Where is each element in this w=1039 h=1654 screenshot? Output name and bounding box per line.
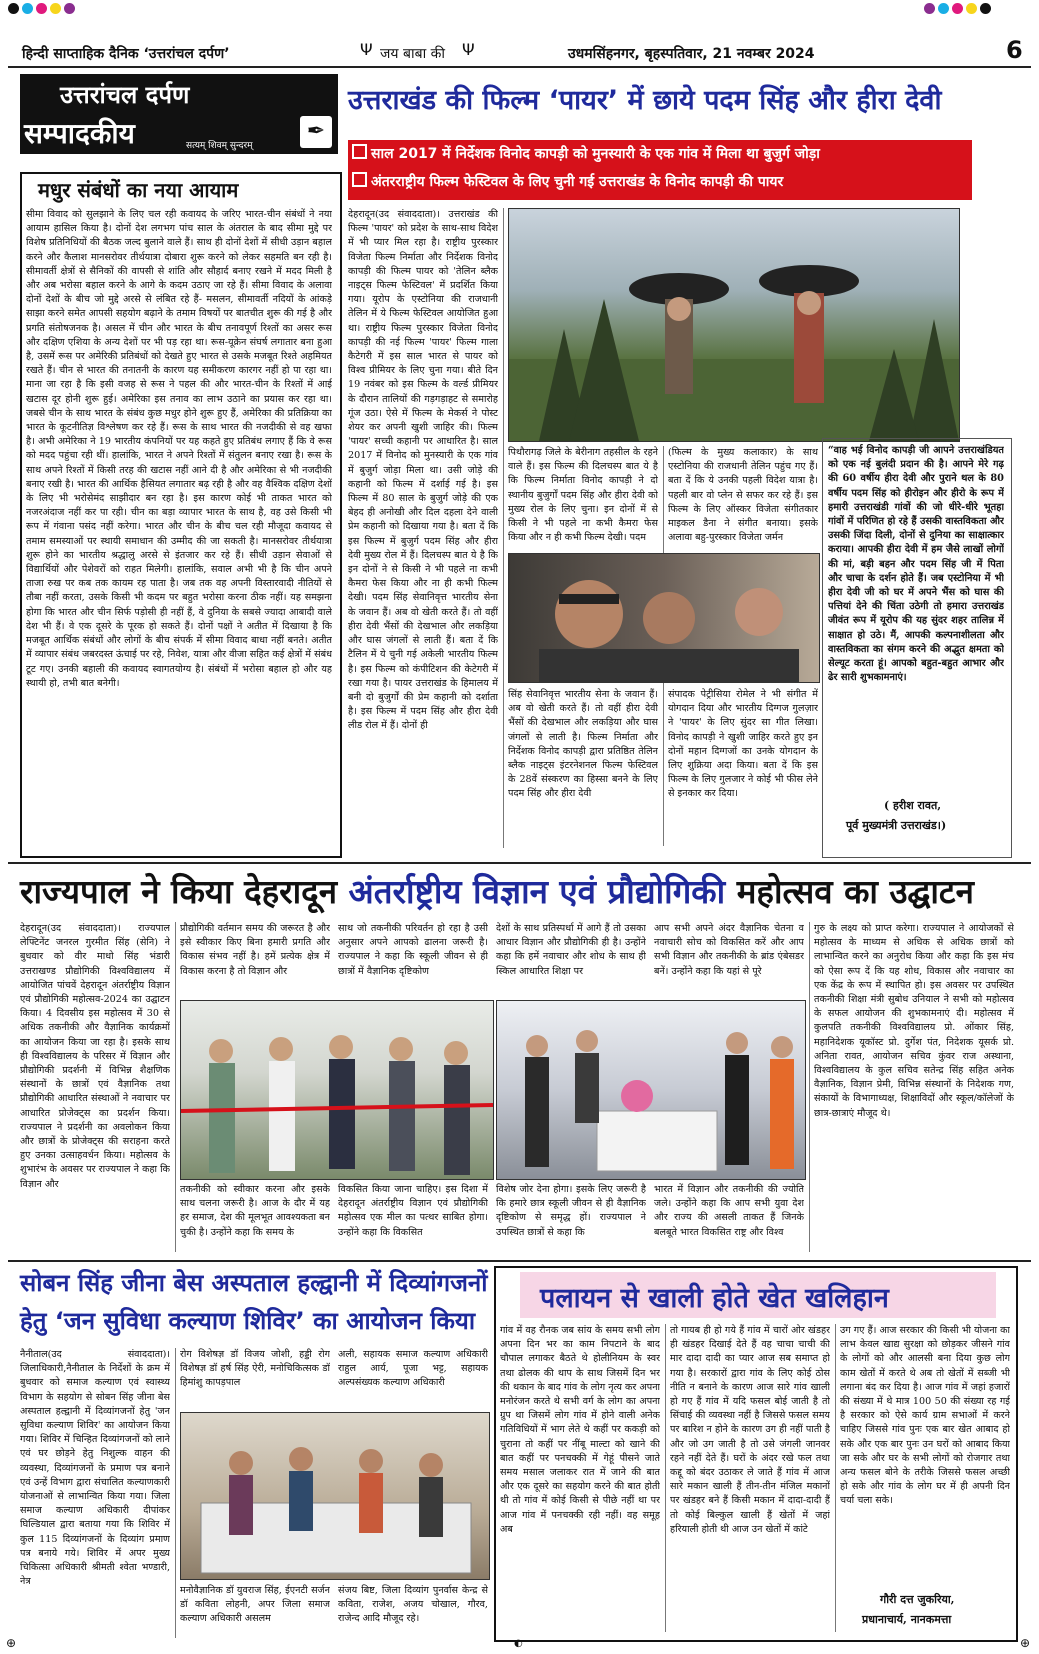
masthead-rule (8, 66, 1031, 68)
story3-col2b: मनोवैज्ञानिक डॉ युवराज सिंह, ईएनटी सर्जन डॉ कविता लोहनी, अपर जिला समाज कल्याण अधिकारी असलम (180, 1585, 330, 1625)
story3-col1: नैनीताल(उद संवाददाता)। जिलाधिकारी,नैनीताल के निर्देशों के क्रम में बुधवार को समाज कल्याण एवं स्वास्थ्य विभाग के सहयोग से सोबन सिंह जीना बेस अस्पताल हल्द्वानी में दिव्यांगजनों हेतु 'जन सुविधा कल्याण शिविर' का आयोजन किया गया। शिविर में चिन्हित दिव्यांगजनों को लाने एवं घर छोड़ने हेतु निशुल्क वाहन की व्यवस्था, दिव्यांगजनों के प्रमाण पत्र बनाने एवं उन्हें विभाग द्वारा संचालित कल्याणकारी योजनाओं से लाभान्वित किया गया। जिला समाज कल्याण अधिकारी दीपांकर घिल्डियाल द्वारा बताया गया कि शिविर में कुल 115 दिव्यांगजनों के दिव्यांग प्रमाण पत्र बनाये गये। शिविर में अपर मुख्य चिकित्सा अधिकारी श्रीमती श्वेता भण्डारी, नेत्र (20, 1349, 170, 1588)
quill-icon: ✒ (300, 116, 332, 148)
exhibition-illustration (497, 1001, 805, 1179)
masthead-date: उधमसिंहनगर, बृहस्पतिवार, 21 नवम्बर 2024 (568, 46, 815, 62)
story2-col3: साथ जो तकनीकी परिवर्तन हो रहा है उसी अनुसार अपने आपको ढालना जरूरी है। राज्यपाल ने कहा कि स्कूली जीवन से ही छात्रों में वैज्ञानिक दृष्टिकोण (338, 923, 488, 977)
story4-author-role: प्रधानाचार्य, नानकमत्ता (862, 1613, 952, 1626)
story1-quote: “वाह भई विनोद कापड़ी जी आपने उत्तराखंडियत को एक नई बुलंदी प्रदान की है। आपने मेरे गढ़ की 60 वर्षीय हीरा देवी और पुराने थल के 80 वर्षीय पदम सिंह को हीरोइन और हीरो के रूप में हमारी उत्तराखंडी गांवों की जो धीरे-धीरे भूतहा गांवों में परिणित हो रहे हैं उसकी वास्तविकता और उसकी जिंदा दिली, दोनों से दुनिया का साक्षात्कार कराया। आपकी हीरा देवी में हम जैसे लाखों लोगों की मां, बड़ी बहन और पदम सिंह जी में पिता और चाचा के दर्शन होते हैं। जब एस्टोनिया में भी हीरा देवी जी को घर में अपने भैंस को घास की पत्तियां देने की चिंता उठेगी तो हमारा उत्तराखंड जीवंत रूप में यूरोप की यह सुंदर शहर तालिन्न में साक्षात हो उठे। मैं, आपकी कल्पनाशीलता और वास्तविकता का संगम करने की अद्भुत क्षमता को सेल्यूट करता हूं। आपको बहुत-बहुत आभार और ढेर सारी शुभकामनाएं। (828, 445, 1004, 684)
story1-col3b: संपादक पेट्रीसिया रोमेल ने भी संगीत में योगदान दिया और भारतीय दिग्गज गुलज़ार ने 'पायर' के लिए सुंदर सा गीत लिखा। विनोद कापड़ी ने खुशी जाहिर करते हुए इन दोनों महान दिग्गजों का उनके योगदान के लिए शुक्रिया अदा किया। बता दें कि इस फिल्म के लिए गुलजार ने कोई भी फीस लेने से इनकार कर दिया। (668, 689, 818, 800)
story3-headline-line2: हेतु ‘जन सुविधा कल्याण शिविर’ का आयोजन किया (20, 1307, 476, 1335)
film-still-illustration (509, 209, 959, 441)
trident-icon: Ψ (360, 40, 373, 59)
story4-author: गौरी दत्त जुकरिया, (880, 1593, 955, 1606)
column-rule (175, 922, 176, 1252)
story2-col2b: तकनीकी को स्वीकार करना और इसके साथ चलना जरूरी है। आज के दौर में यह हर समाज, देश की मूलभूत आवश्यकता बन चुकी है। उन्होंने कहा कि समय के (180, 1184, 330, 1238)
story1-sub1: साल 2017 में निर्देशक विनोद कापड़ी को मुनस्यारी के एक गांव में मिला था बुजुर्ग जोड़ा (352, 144, 820, 163)
story2-headline: राज्यपाल ने किया देहरादून अंतर्राष्ट्रीय विज्ञान एवं प्रौद्योगिकी महोत्सव का उद्घाटन (20, 872, 974, 911)
editorial-headline: मधुर संबंधों का नया आयाम (38, 178, 239, 202)
story1-quote-role: पूर्व मुख्यमंत्री उत्तराखंड।) (846, 819, 947, 832)
story1-col3: (फिल्म के मुख्य कलाकार) के साथ एस्टोनिया की राजधानी तेलिन पहुंच गए हैं। बता दें कि ये उनकी पहली विदेश यात्रा है। पहली बार वो प्लेन से सफर कर रहे हैं। इस फिल्म के लिए ऑस्कर विजेता संगीतकार माइकल डैना ने संगीत बनाया। इसके अलावा बहु-पुरस्कार विजेता जर्मन (668, 447, 818, 544)
story4-headline: पलायन से खाली होते खेत खलिहान (540, 1283, 889, 1314)
ribbon-cutting-illustration (181, 1001, 493, 1179)
editorial-motto: सत्यम् शिवम् सुन्दरम् (186, 141, 253, 151)
trident-icon: Ψ (462, 40, 475, 59)
story1-headline: उत्तराखंड की फिल्म ‘पायर’ में छाये पदम सिंह और हीरा देवी (348, 85, 942, 116)
story1-col2: पिथौरागढ़ जिले के बेरीनाग तहसील के रहने वाले हैं। इस फिल्म की दिलचस्प बात ये है कि फिल्म निर्माता विनोद कापड़ी ने दो स्थानीय बुजुर्गों पदम सिंह और हीरा देवी को मुख्य रोल के लिए चुना। इन दोनों में से किसी ने भी पहले ना कभी कैमरा फेस किया और न ही कभी फिल्म देखी। पदम (508, 447, 658, 544)
checkbox-icon (352, 144, 367, 159)
story1-quote-author: ( हरीश रावत, (884, 799, 942, 812)
story3-headline-line1: सोबन सिंह जीना बेस अस्पताल हल्द्वानी में दिव्यांगजनों (20, 1269, 488, 1297)
masthead-center: जय बाबा की (380, 46, 446, 62)
section-rule (8, 1260, 1031, 1262)
editorial-body: सीमा विवाद को सुलझाने के लिए चल रही कवायद के जरिए भारत-चीन संबंधों ने नया आयाम हासिल किया है। दोनों देश लगभग पांच साल के अंतराल के बाद सीमा मुद्दे पर विशेष प्रतिनिधियों की बैठक जल्द बुलाने वाले हैं। साथ ही दोनों देशों में सीधी उड़ान बहाल करने और कैलाश मानसरोवर तीर्थयात्रा दोबारा शुरू करने को लेकर सहमति बन रही है। सीमावर्ती क्षेत्रों से सैनिकों की वापसी से शांति और सौहार्द बनाए रखने में मदद मिली है और अब भरोसा बहाल करने के आगे के कदम उठाए जा रहे हैं। सीमा विवाद के अलावा दोनों देशों के बीच जो मुद्दे अरसे से लंबित रहे हैं- मसलन, सीमावर्ती नदियों के आंकड़े साझा करने समेत आपसी सहयोग बढ़ाने के तमाम विषयों पर बातचीत शुरू की गई है और प्रगति संतोषजनक है। असल में चीन और भारत के बीच तनावपूर्ण रिश्तों का असर रूस और दक्षिण एशिया के अन्य देशों पर भी पड़ रहा था। रूस-यूक्रेन संघर्ष लगातार बना हुआ है, उसमें रूस पर अमेरिकी प्रतिबंधों को देखते हुए भारत से उसके मजबूत रिश्ते अहमियत रखते हैं। चीन से भारत की तनातनी के कारण यह समीकरण कारगर नहीं हो पा रहा था। माना जा रहा है कि इसी वजह से रूस ने पहल की और भारत-चीन के रिश्तों में आई खटास दूर होनी शुरू हुई। अमेरिका इस तनाव का लाभ उठाने का प्रयास कर रहा था। जबसे चीन के साथ भारत के संबंध कुछ मधुर होने शुरू हुए हैं, अमेरिका की प्रतिक्रिया का भारत के कूटनीतिज्ञ विश्लेषण कर रहे हैं। रूस के साथ भारत की नजदीकी से वह खफा है। अभी अमेरिका ने 19 भारतीय कंपनियों पर यह कहते हुए प्रतिबंध लगाए हैं कि वे रूस को मदद पहुंचा रही थीं। हालांकि, भारत ने अपने रिश्तों में संतुलन बनाए रखा है। रूस के साथ अपने रिश्तों में किसी तरह की खटास नहीं आने दी है और अमेरिका से भी नजदीकी बनाए रखी है। भारत की आर्थिक हैसियत लगातार बढ़ रही है और वह वैश्विक दक्षिण देशों के लिए भी भरोसेमंद साझीदार बन रहा है। इस कारण कोई भी ताकत भारत को नजरअंदाज नहीं कर पा रही। चीन का बड़ा व्यापार भारत के साथ है, वह उसे किसी भी रूप में गंवाना पसंद नहीं करेगा। भारत और चीन के बीच चल रही मौजूदा कवायद से तमाम समस्याओं पर स्थायी समाधान की उम्मीद की जा सकती है। मानसरोवर तीर्थयात्रा शुरू होने का भारतीय श्रद्धालु अरसे से इंतजार कर रहे हैं। सीधी उड़ान सेवाओं से विद्यार्थियों और पेशेवरों को राहत मिलेगी। हालांकि, सवाल अभी भी है कि चीन अपने ताजा रुख पर कब तक कायम रह पाता है। जब तक वह अपनी विस्तारवादी नीतियों से तौबा नहीं करता, उसके किसी भी कदम पर बहुत भरोसा करना ठीक नहीं। यह समझना होगा कि भारत और चीन सिर्फ पड़ोसी ही नहीं हैं, वे दुनिया के सबसे ज्यादा आबादी वाले देश भी हैं। वे एक दूसरे के पूरक हो सकते हैं। दोनों पक्षों ने अतीत में दिखाया है कि मजबूत आर्थिक संबंधों और लोगों के बीच संपर्क में सीमा विवाद बाधा नहीं बनते। अतीत में व्यापार संबंध जबरदस्त ऊंचाई पर रहे, निवेश, यात्रा और वीजा सहित कई क्षेत्रों में संबंध टूट गए। उनकी बहाली की कवायद स्वागतयोग्य है। संबंधों में भरोसा बहाल हो और यह स्थायी हो, तभी बात बनेगी। (26, 209, 332, 689)
story3-col3: अली, सहायक समाज कल्याण अधिकारी राहुल आर्य, पूजा भट्ट, सहायक अल्पसंख्यक कल्याण अधिकारी (338, 1349, 488, 1389)
story4-col1: गांव में वह रौनक जब सांय के समय सभी लोग अपना दिन भर का काम निपटाने के बाद चौपाल लगाकर बैठते थे होलीनियम के स्वर तथा ढोलक की थाप के साथ जिसमें दिन भर की थकान के बाद गांव के लोग नृत्य कर अपना मनोरंजन करते थे सभी वर्ग के लोग का अपना ग्रुप था जिसमें लोग गांव में होने वाली अनेक गतिविधियों में भाग लेते थे कहीं पर ककड़ी को चुराना तो कहीं पर नींबू माल्टा को खाने की बात कहीं पर पनचक्की में गेहूं पीसने जाते समय मसाल जलाकर रात में जाने की बात और एक दूसरे का सहयोग करने की बात होती थी तो गांव में कोई किसी से पीछे नहीं था पर आज गांव में पनचक्की रही नहीं। वह समूह अब (500, 1325, 660, 1535)
color-registration-dots-right (924, 3, 991, 14)
story2-col5: आप सभी अपने अंदर वैज्ञानिक चेतना व नवाचारी सोच को विकसित करें और आप सभी विज्ञान और तकनीकी के ब्रांड एंबेसडर बनें। उन्होंने कहा कि यहां से पूरे (654, 923, 804, 977)
story4-col3: उग गए हैं। आज सरकार की किसी भी योजना का लाभ केवल खाद्य सुरक्षा को छोड़कर जीसने गांव के लोगों को और आलसी बना दिया कुछ लोग काम खेतों में करते थे अब तो खेतों में सब्जी भी लगाना बंद कर दिया है। आज गांव में जहां हजारों की संख्या में थे मात्र 100 50 की संख्या रह गई है सरकार को ऐसे कार्य ग्राम सभाओं में करने चाहिए जिससे गांव पुनः एक बार खेत आबाद हो सके और एक बार पुनः उन घरों को आबाद किया जा सके और घर के सभी लोगों को रोजगार तथा अन्य फसल बोने के तरीके जिससे फसल अच्छी हो सके और गांव के लोग घर में ही अपनी दिन चर्या चला सके। (840, 1325, 1010, 1507)
story3-col3b: संजय बिष्ट, जिला दिव्यांग पुनर्वास केन्द्र से कविता, राजेश, अजय चोखाल, गौरव, राजेन्द आदि मौजूद रहे। (338, 1585, 488, 1625)
column-rule (175, 1348, 176, 1638)
story2-col6: गुरु के लक्ष्य को प्राप्त करेगा। राज्यपाल ने आयोजकों से महोत्सव के माध्यम से अधिक से अधिक छात्रों को लाभान्वित करने का अनुरोध किया और कहा कि इस मंच को ऐसा रूप दें कि यह शोध, विकास और नवाचार का एक केंद्र के रूप में स्थापित हो। इस अवसर पर उपस्थित तकनीकी शिक्षा मंत्री सुबोध उनियाल ने सभी को महोत्सव के सफल आयोजन की शुभकामनाएं दी। महोत्सव में कुलपति तकनीकी विश्वविद्यालय प्रो. ओंकार सिंह, महानिदेशक यूकॉस्ट प्रो. दुर्गेश पंत, निदेशक यूसर्क प्रो. अनिता रावत, आयोजन सचिव कुंवर राज अस्थाना, विश्वविद्यालय के कुल सचिव सतेन्द्र सिंह सहित अनेक वैज्ञानिक, विज्ञान प्रेमी, विभिन्न संस्थानों के निदेशक गण, संकायों के विभागाध्यक्ष, शिक्षाविदों और स्कूल/कॉलेजों के छात्र-छात्राएं मौजूद थे। (814, 923, 1014, 1119)
editorial-section-title: सम्पादकीय (24, 117, 135, 150)
editorial-paper-name: उत्तरांचल दर्पण (60, 80, 190, 109)
checkbox-icon (352, 172, 367, 187)
story4-col2: तो गायब ही हो गये हैं गांव में चारों ओर खंडहर ही खंडहर दिखाई देते हैं वह चाचा चाची की मार दादा दादी का प्यार आज सब समाप्त हो गया है। सरकारों द्वारा गांव के लिए कोई ठोस नीति न बनाने के कारण आज सारे गांव खाली हो गए हैं गांव में यदि फसल बोई जाती है तो सिंचाई की व्यवस्था नहीं है जिससे फसल समय पर बारिश न होने के कारण उग ही नहीं पाती है और जो उग जाती है तो उसे जंगली जानवर रहने नहीं देते हैं। घरों के अंदर रखे फल तथा कद्दू को बंदर उठाकर ले जाते हैं गांव में आज सारे मकान खाली हैं तीन-तीन मंजिल मकानों पर खंडहर बने हैं किसी मकान में दादा-दादी हैं तो कोई बिल्कुल खाली हैं खेतों में जहां हरियाली होती थी आज उन खेतों में कांटे (670, 1325, 830, 1535)
story1-sub2: अंतरराष्ट्रीय फिल्म फेस्टिवल के लिए चुनी गई उत्तराखंड के विनोद कापड़ी की पायर (352, 172, 783, 191)
registration-mark-icon: ⊕ (6, 1636, 17, 1650)
photo-film-still-couple-umbrellas (508, 208, 960, 442)
photo-selfie-director-with-actors (508, 553, 820, 683)
story2-col5b: भारत में विज्ञान और तकनीकी की ज्योति जले। उन्होंने कहा कि आप सभी युवा देश और राज्य की असली ताकत हैं जिनके बलबूते भारत विकसित राष्ट्र और विश्व (654, 1184, 804, 1238)
photo-science-exhibition (496, 1000, 806, 1180)
selfie-illustration (509, 554, 819, 682)
photo-governor-ribbon-cutting (180, 1000, 494, 1180)
photo-medical-camp (180, 1412, 490, 1580)
registration-mark-icon: ⊕ (1020, 1636, 1031, 1650)
column-rule (503, 208, 504, 848)
medical-camp-illustration (181, 1413, 489, 1579)
masthead-left: हिन्दी साप्ताहिक दैनिक ‘उत्तरांचल दर्पण’ (22, 46, 230, 62)
story1-col2b: सिंह सेवानिवृत्त भारतीय सेना के जवान हैं। अब वो खेती करते हैं। तो वहीं हीरा देवी भैंसों की देखभाल और लकड़िया और घास जंगलों से लाती है। फिल्म निर्माता और निर्देशक विनोद कापड़ी द्वारा प्रतिष्ठित तेलिन ब्लैक नाइट्स इंटरनेशनल फिल्म फेस्टिवल के 28वें संस्करण का हिस्सा बनने के लिए पदम सिंह और हीरा देवी (508, 689, 658, 800)
color-registration-dots-left (8, 3, 75, 14)
story2-col4b: विशेष जोर देना होगा। इसके लिए जरूरी है कि हमारे छात्र स्कूली जीवन से ही वैज्ञानिक दृष्टिकोण से समृद्ध हों। राज्यपाल ने उपस्थित छात्रों से कहा कि (496, 1184, 646, 1238)
column-rule (665, 1324, 666, 1632)
page-number: 6 (1006, 36, 1023, 64)
story1-col1: देहरादून(उद संवाददाता)। उत्तराखंड की फिल्म 'पायर' को प्रदेश के साथ-साथ विदेश में भी प्यार मिल रहा है। राष्ट्रीय पुरस्कार विजेता फिल्म निर्माता और निर्देशक विनोद कापड़ी की फिल्म पायर को 'तेलिन ब्लैक नाइट्स फिल्म फेस्टिवल' में प्रदर्शित किया गया। यूरोप के एस्टोनिया की राजधानी तेलिन में ये फिल्म फेस्टिवल आयोजित हुआ था। राष्ट्रीय फिल्म पुरस्कार विजेता विनोद कापड़ी की नई फिल्म 'पायर' फिल्म गाला कैटेगरी में इस साल भारत से पायर को विश्व प्रीमियर के लिए चुना गया। बीते दिन 19 नवंबर को इस फिल्म के वर्ल्ड प्रीमियर के दौरान तालियों की गड़गड़ाहट से समारोह गूंज उठा। ऐसे में फिल्म के मेकर्स ने पोस्ट शेयर कर अपनी खुशी जाहिर की। फिल्म 'पायर' सच्ची कहानी पर आधारित है। साल 2017 में विनोद को मुनस्यारी के एक गांव में बुजुर्ग जोड़ा मिला था। उसी जोड़े की कहानी को फिल्म में दर्शाई गई है। इस फिल्म में 80 साल के बुजुर्ग जोड़े की एक बेहद ही अनोखी और दिल दहला देने वाली प्रेम कहानी को दिखाया गया है। बता दें कि इस फिल्म में बुजुर्ग पदम सिंह और हीरा देवी मुख्य रोल में हैं। दिलचस्प बात ये है कि इन दोनों ने से किसी ने भी पहले ना कभी कैमरा फेस किया और ना ही कभी फिल्म देखी। पदम सिंह सेवानिवृत्त भारतीय सेना के जवान हैं। अब वो खेती करते हैं। तो वहीं हीरा देवी भैंसों की देखभाल और लकड़िया और घास जंगलों से लाती हैं। बता दें कि टैलिन में ये चुनी गई अकेली भारतीय फिल्म है। इस फिल्म को कंपीटिशन की केटेगरी में रखा गया है। पायर उत्तराखंड के हिमालय में बनी दो बुजुर्गों की प्रेम कहानी को दर्शाता है। इस फिल्म में पदम सिंह और हीरा देवी लीड रोल में हैं। दोनों ही (348, 209, 498, 732)
story3-col2: रोग विशेषज्ञ डॉ विजय जोशी, हड्डी रोग विशेषज्ञ डॉ हर्ष सिंह ऐरी, मनोचिकित्सक डॉ हिमांशु कापड़पाल (180, 1349, 330, 1389)
column-rule (835, 1324, 836, 1632)
section-rule (8, 862, 1031, 864)
column-rule (809, 922, 810, 1252)
story2-col2: प्रौद्योगिकी वर्तमान समय की जरूरत है और इसे स्वीकार किए बिना हमारी प्रगति और विकास संभव नहीं है। हमें प्रत्येक क्षेत्र में विकास करना है तो विज्ञान और (180, 923, 330, 977)
story2-col3b: विकसित किया जाना चाहिए। इस दिशा में देहरादून अंतर्राष्ट्रीय विज्ञान एवं प्रौद्योगिकी महोत्सव एक मील का पत्थर साबित होगा। उन्होंने कहा कि विकसित (338, 1184, 488, 1238)
registration-mark-icon: ◐ (514, 1638, 523, 1649)
story2-col1: देहरादून(उद संवाददाता)। राज्यपाल लेफ्टिनेंट जनरल गुरमीत सिंह (सेनि) ने बुधवार को वीर माधो सिंह भंडारी उत्तराखण्ड प्रौद्योगिकी विश्वविद्यालय में आयोजित पांचवें देहरादून अंतर्राष्ट्रीय विज्ञान एवं प्रौद्योगिकी महोत्सव-2024 का उद्घाटन किया। 4 दिवसीय इस महोत्सव में 30 से अधिक तकनीकी और वैज्ञानिक कार्यक्रमों का आयोजन किया जा रहा है। इसके साथ ही विश्वविद्यालय के परिसर में विज्ञान और प्रौद्योगिकी प्रदर्शनी में विभिन्न शैक्षणिक संस्थानों के छात्रों एवं वैज्ञानिक तथा प्रौद्योगिकी आधारित संस्थाओं ने नवाचार पर आधारित प्रोजेक्ट्स का प्रदर्शन किया। राज्यपाल ने प्रदर्शनी का अवलोकन किया और छात्रों के प्रोजेक्ट्स की सराहना करते हुए उनका उत्साहवर्धन किया। महोत्सव के शुभारंभ के अवसर पर राज्यपाल ने कहा कि विज्ञान और (20, 923, 170, 1190)
story2-col4: देशों के साथ प्रतिस्पर्धा में आगे हैं तो उसका आधार विज्ञान और प्रौद्योगिकी ही है। उन्होंने कहा कि हमें नवाचार और शोध के साथ ही स्किल आधारित शिक्षा पर (496, 923, 646, 977)
